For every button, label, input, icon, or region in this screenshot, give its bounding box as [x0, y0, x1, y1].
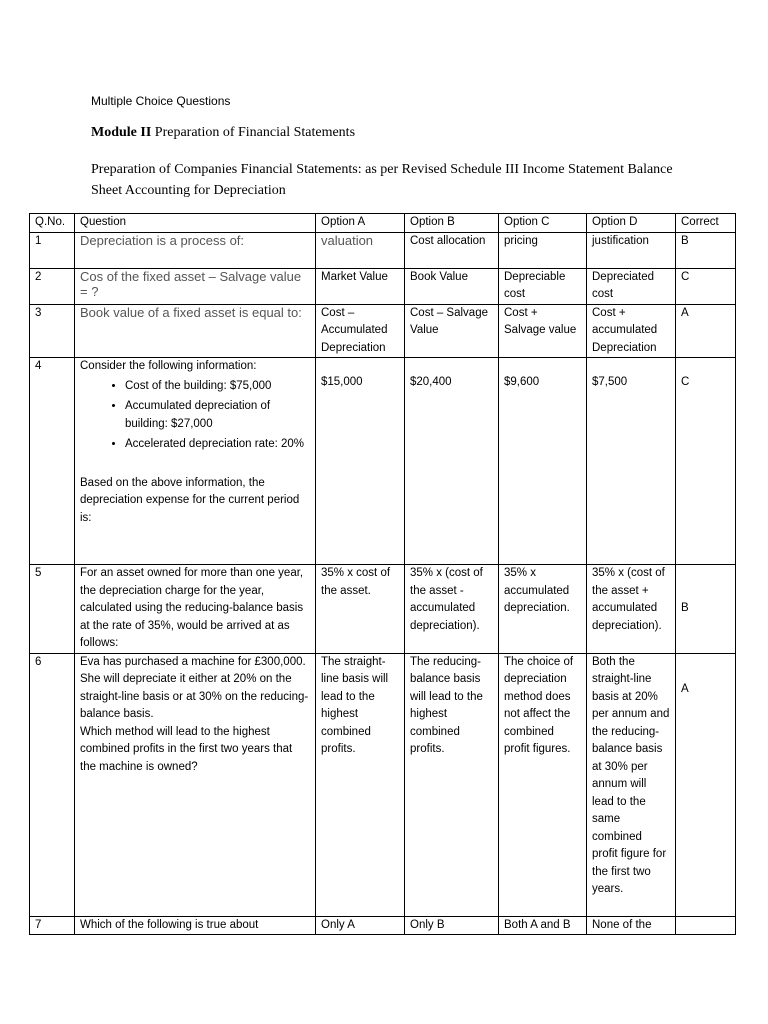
correct-text: C — [681, 376, 690, 388]
question-part-1: Eva has purchased a machine for £300,000. She will depreciate it either at 20% on the straight-line basis or at 30% on the reducing-balance basis. — [80, 655, 309, 720]
question-part-2: Which method will lead to the highest combined profits in the first two years that the machine is owned? — [80, 725, 293, 773]
option-c-cell: 35% x accumulated depreciation. — [499, 565, 587, 654]
table-row — [30, 232, 736, 268]
header-option-c: Option C — [499, 214, 587, 233]
table-row — [30, 653, 736, 916]
option-b-cell: Cost allocation — [405, 232, 499, 268]
list-item: • Accumulated depreciation of building: $27,000 — [125, 398, 310, 433]
option-a-text: $15,000 — [321, 376, 363, 388]
qno-cell: 6 — [30, 653, 75, 916]
header-correct: Correct — [676, 214, 736, 233]
table-header-row — [30, 214, 736, 233]
table-row — [30, 358, 736, 565]
table-row — [30, 565, 736, 654]
table-row — [30, 304, 736, 358]
option-c-cell: Cost + Salvage value — [499, 304, 587, 358]
option-a-cell: Cost – Accumulated Depreciation — [316, 304, 405, 358]
question-cell — [75, 358, 316, 565]
qno-cell: 5 — [30, 565, 75, 654]
list-item: • Cost of the building: $75,000 — [125, 378, 310, 396]
qno-cell: 2 — [30, 268, 75, 304]
module-description: Preparation of Companies Financial Statements: as per Revised Schedule III Income Statement Balance Sheet Accounting for Depreciation — [91, 162, 673, 198]
correct-cell: B — [676, 232, 736, 268]
option-d-cell: Both the straight-line basis at 20% per annum and the reducing-balance basis at 30% per annum will lead to the same combined profit figure for the first two years. — [587, 653, 676, 916]
questions-table — [29, 213, 736, 935]
option-c-text: $9,600 — [504, 376, 540, 388]
option-a-cell: valuation — [316, 232, 405, 268]
correct-text: A — [681, 682, 689, 695]
option-b-cell: Cost – Salvage Value — [405, 304, 499, 358]
option-a-cell: Only A — [316, 916, 405, 935]
question-cell: Cos of the fixed asset – Salvage value = ? — [75, 268, 316, 304]
option-d-cell — [587, 358, 676, 565]
option-d-cell: Depreciated cost — [587, 268, 676, 304]
option-d-cell: justification — [587, 232, 676, 268]
qno-cell: 3 — [30, 304, 75, 358]
correct-cell: C — [676, 268, 736, 304]
info-list — [80, 378, 310, 454]
option-b-cell: Only B — [405, 916, 499, 935]
option-b-text: $20,400 — [410, 376, 452, 388]
option-a-cell — [316, 358, 405, 565]
option-d-cell: None of the — [587, 916, 676, 935]
list-item: • Accelerated depreciation rate: 20% — [125, 436, 310, 454]
option-c-cell: Depreciable cost — [499, 268, 587, 304]
table-row — [30, 916, 736, 935]
qno-cell: 1 — [30, 232, 75, 268]
header-option-a: Option A — [316, 214, 405, 233]
option-b-cell: The reducing-balance basis will lead to the highest combined profits. — [405, 653, 499, 916]
qno-cell: 7 — [30, 916, 75, 935]
correct-cell — [676, 358, 736, 565]
module-name: Preparation of Financial Statements — [151, 125, 356, 140]
mcq-heading: Multiple Choice Questions — [91, 94, 231, 108]
question-cell: For an asset owned for more than one year, the depreciation charge for the year, calculated using the reducing-balance basis at the rate of 35%, would be arrived at as follows: — [75, 565, 316, 654]
question-intro: Consider the following information: — [80, 360, 257, 372]
question-outro: Based on the above information, the depreciation expense for the current period is: — [80, 476, 300, 524]
question-cell: Depreciation is a process of: — [75, 232, 316, 268]
table-row — [30, 268, 736, 304]
question-cell: Which of the following is true about — [75, 916, 316, 935]
option-c-cell — [499, 358, 587, 565]
option-b-cell: Book Value — [405, 268, 499, 304]
option-a-cell: Market Value — [316, 268, 405, 304]
option-d-cell: Cost + accumulated Depreciation — [587, 304, 676, 358]
header-option-b: Option B — [405, 214, 499, 233]
option-a-cell: 35% x cost of the asset. — [316, 565, 405, 654]
option-d-cell: 35% x (cost of the asset + accumulated depreciation). — [587, 565, 676, 654]
header-option-d: Option D — [587, 214, 676, 233]
correct-cell: B — [676, 565, 736, 654]
option-b-cell: 35% x (cost of the asset - accumulated depreciation). — [405, 565, 499, 654]
module-number: Module II — [91, 125, 152, 140]
question-cell — [75, 653, 316, 916]
correct-cell — [676, 916, 736, 935]
correct-cell — [676, 653, 736, 916]
qno-cell: 4 — [30, 358, 75, 565]
correct-cell: A — [676, 304, 736, 358]
header-qno: Q.No. — [30, 214, 75, 233]
option-c-cell: The choice of depreciation method does not affect the combined profit figures. — [499, 653, 587, 916]
option-c-cell: pricing — [499, 232, 587, 268]
option-a-cell: The straight-line basis will lead to the highest combined profits. — [316, 653, 405, 916]
header-question: Question — [75, 214, 316, 233]
option-d-text: $7,500 — [592, 376, 628, 388]
option-b-cell — [405, 358, 499, 565]
option-c-cell: Both A and B — [499, 916, 587, 935]
module-title — [91, 125, 355, 141]
question-cell: Book value of a fixed asset is equal to: — [75, 304, 316, 358]
